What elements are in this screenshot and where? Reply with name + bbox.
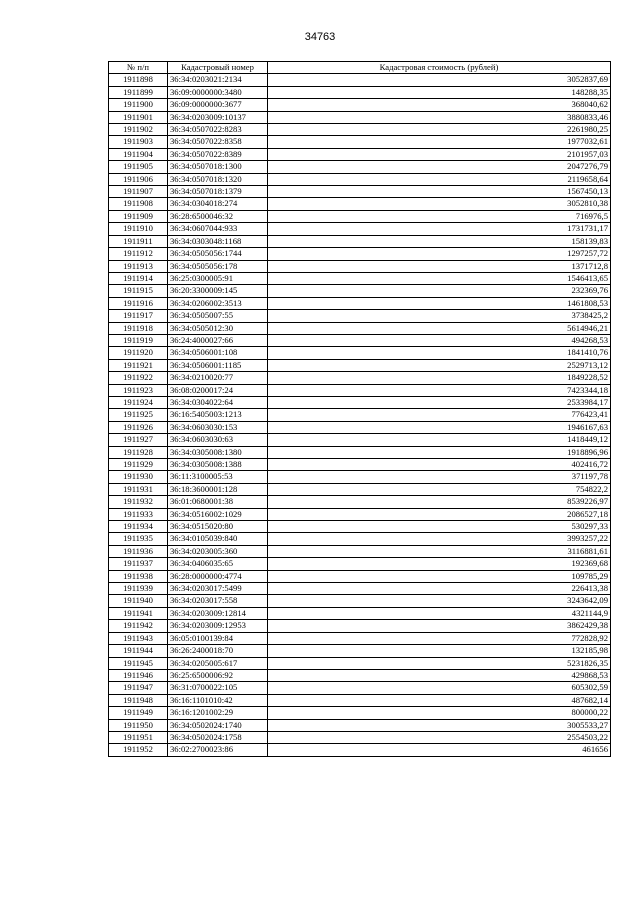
row-number-cell: 1911912 (109, 248, 168, 260)
table-row (109, 731, 611, 743)
cadastral-number-cell: 36:34:0203009:10137 (168, 111, 268, 123)
cadastral-value-cell: 1977032,61 (268, 136, 611, 148)
row-number-cell: 1911933 (109, 508, 168, 520)
table-row (109, 744, 611, 756)
cadastral-value-cell: 1546413,65 (268, 272, 611, 284)
row-number-cell: 1911905 (109, 161, 168, 173)
table-row (109, 396, 611, 408)
cadastral-number-cell: 36:16:5405003:1213 (168, 409, 268, 421)
cadastral-number-cell: 36:34:0305008:1388 (168, 459, 268, 471)
row-number-cell: 1911903 (109, 136, 168, 148)
cadastral-value-cell: 754822,2 (268, 483, 611, 495)
cadastral-value-cell: 1918896,96 (268, 446, 611, 458)
row-number-cell: 1911899 (109, 86, 168, 98)
cadastral-number-cell: 36:34:0203009:12814 (168, 607, 268, 619)
cadastral-value-cell: 3005533,27 (268, 719, 611, 731)
row-number-cell: 1911943 (109, 632, 168, 644)
row-number-cell: 1911904 (109, 148, 168, 160)
table-row (109, 186, 611, 198)
cadastral-number-cell: 36:20:3300009:145 (168, 285, 268, 297)
row-number-cell: 1911923 (109, 384, 168, 396)
table-row (109, 86, 611, 98)
row-number-cell: 1911915 (109, 285, 168, 297)
cadastral-value-cell: 371197,78 (268, 471, 611, 483)
row-number-cell: 1911918 (109, 322, 168, 334)
row-number-cell: 1911942 (109, 620, 168, 632)
table-row (109, 359, 611, 371)
cadastral-value-cell: 2554503,22 (268, 731, 611, 743)
table-row (109, 210, 611, 222)
table-row (109, 260, 611, 272)
cadastral-value-cell: 494268,53 (268, 334, 611, 346)
row-number-cell: 1911934 (109, 521, 168, 533)
table-row (109, 322, 611, 334)
cadastral-value-cell: 1731731,17 (268, 223, 611, 235)
table-row (109, 545, 611, 557)
cadastral-number-cell: 36:34:0305008:1380 (168, 446, 268, 458)
cadastral-number-cell: 36:09:0000000:3480 (168, 86, 268, 98)
row-number-cell: 1911910 (109, 223, 168, 235)
table-row (109, 719, 611, 731)
table-row (109, 384, 611, 396)
cadastral-value-cell: 2533984,17 (268, 396, 611, 408)
row-number-cell: 1911913 (109, 260, 168, 272)
cadastral-value-cell: 487682,14 (268, 694, 611, 706)
cadastral-value-cell: 530297,33 (268, 521, 611, 533)
table-row (109, 173, 611, 185)
cadastral-value-cell: 1841410,76 (268, 347, 611, 359)
table-row (109, 607, 611, 619)
cadastral-value-cell: 776423,41 (268, 409, 611, 421)
table-row (109, 272, 611, 284)
row-number-cell: 1911919 (109, 334, 168, 346)
cadastral-number-cell: 36:24:4000027:66 (168, 334, 268, 346)
cadastral-value-cell: 192369,68 (268, 558, 611, 570)
cadastral-value-cell: 461656 (268, 744, 611, 756)
cadastral-value-cell: 2261980,25 (268, 124, 611, 136)
row-number-cell: 1911928 (109, 446, 168, 458)
table-row (109, 508, 611, 520)
cadastral-value-cell: 1461808,53 (268, 297, 611, 309)
cadastral-number-cell: 36:16:1201002:29 (168, 707, 268, 719)
table-row (109, 434, 611, 446)
cadastral-number-cell: 36:34:0507018:1379 (168, 186, 268, 198)
cadastral-number-cell: 36:34:0203017:5499 (168, 583, 268, 595)
cadastral-number-cell: 36:34:0203021:2134 (168, 74, 268, 86)
table-row (109, 347, 611, 359)
row-number-cell: 1911927 (109, 434, 168, 446)
row-number-cell: 1911909 (109, 210, 168, 222)
cadastral-value-cell: 605302,59 (268, 682, 611, 694)
row-number-cell: 1911922 (109, 372, 168, 384)
cadastral-value-cell: 402416,72 (268, 459, 611, 471)
table-row (109, 496, 611, 508)
cadastral-number-cell: 36:18:3600001:128 (168, 483, 268, 495)
table-row (109, 682, 611, 694)
cadastral-number-cell: 36:34:0105039:840 (168, 533, 268, 545)
row-number-cell: 1911908 (109, 198, 168, 210)
cadastral-value-cell: 368040,62 (268, 99, 611, 111)
cadastral-value-cell: 2047276,79 (268, 161, 611, 173)
cadastral-value-cell: 429868,53 (268, 669, 611, 681)
cadastral-number-cell: 36:34:0206002:3513 (168, 297, 268, 309)
cadastral-number-cell: 36:28:0000000:4774 (168, 570, 268, 582)
cadastral-number-cell: 36:26:2400018:70 (168, 645, 268, 657)
table-row (109, 657, 611, 669)
row-number-cell: 1911924 (109, 396, 168, 408)
table-row (109, 372, 611, 384)
table-row (109, 136, 611, 148)
cadastral-number-cell: 36:28:6500046:32 (168, 210, 268, 222)
cadastral-value-cell: 7423344,18 (268, 384, 611, 396)
row-number-cell: 1911946 (109, 669, 168, 681)
cadastral-number-cell: 36:25:0300005:91 (168, 272, 268, 284)
cadastral-value-cell: 3052837,69 (268, 74, 611, 86)
row-number-cell: 1911931 (109, 483, 168, 495)
header-row-number: № п/п (109, 62, 168, 74)
row-number-cell: 1911941 (109, 607, 168, 619)
table-row (109, 248, 611, 260)
row-number-cell: 1911900 (109, 99, 168, 111)
cadastral-value-cell: 3052810,38 (268, 198, 611, 210)
cadastral-value-cell: 2101957,03 (268, 148, 611, 160)
row-number-cell: 1911947 (109, 682, 168, 694)
cadastral-value-cell: 5614946,21 (268, 322, 611, 334)
cadastral-number-cell: 36:34:0506001:1185 (168, 359, 268, 371)
table-row (109, 223, 611, 235)
cadastral-value-cell: 3738425,2 (268, 310, 611, 322)
row-number-cell: 1911907 (109, 186, 168, 198)
cadastral-value-cell: 226413,38 (268, 583, 611, 595)
table-row (109, 669, 611, 681)
table-row (109, 533, 611, 545)
table-row (109, 632, 611, 644)
cadastral-number-cell: 36:16:1101010:42 (168, 694, 268, 706)
cadastral-number-cell: 36:34:0516002:1029 (168, 508, 268, 520)
cadastral-value-cell: 772828,92 (268, 632, 611, 644)
cadastral-value-cell: 132185,98 (268, 645, 611, 657)
table-header-row (109, 62, 611, 74)
table-row (109, 235, 611, 247)
cadastral-value-table (108, 61, 611, 757)
row-number-cell: 1911952 (109, 744, 168, 756)
row-number-cell: 1911935 (109, 533, 168, 545)
row-number-cell: 1911917 (109, 310, 168, 322)
cadastral-number-cell: 36:11:3100005:53 (168, 471, 268, 483)
table-row (109, 570, 611, 582)
cadastral-number-cell: 36:31:0700022:105 (168, 682, 268, 694)
cadastral-number-cell: 36:34:0304022:64 (168, 396, 268, 408)
table-row (109, 285, 611, 297)
cadastral-number-cell: 36:34:0203017:558 (168, 595, 268, 607)
row-number-cell: 1911940 (109, 595, 168, 607)
cadastral-value-cell: 1567450,13 (268, 186, 611, 198)
row-number-cell: 1911911 (109, 235, 168, 247)
row-number-cell: 1911929 (109, 459, 168, 471)
cadastral-value-cell: 5231826,35 (268, 657, 611, 669)
table-row (109, 124, 611, 136)
table-row (109, 297, 611, 309)
cadastral-number-cell: 36:34:0205005:617 (168, 657, 268, 669)
row-number-cell: 1911951 (109, 731, 168, 743)
table-row (109, 148, 611, 160)
cadastral-number-cell: 36:34:0505056:1744 (168, 248, 268, 260)
row-number-cell: 1911937 (109, 558, 168, 570)
cadastral-value-cell: 232369,76 (268, 285, 611, 297)
table-row (109, 471, 611, 483)
table-row (109, 409, 611, 421)
cadastral-value-cell: 2086527,18 (268, 508, 611, 520)
cadastral-number-cell: 36:09:0000000:3677 (168, 99, 268, 111)
header-cadastral-value: Кадастровая стоимость (рублей) (268, 62, 611, 74)
table-row (109, 558, 611, 570)
table-row (109, 446, 611, 458)
row-number-cell: 1911944 (109, 645, 168, 657)
row-number-cell: 1911921 (109, 359, 168, 371)
row-number-cell: 1911936 (109, 545, 168, 557)
cadastral-number-cell: 36:34:0210020:77 (168, 372, 268, 384)
cadastral-number-cell: 36:34:0505012:30 (168, 322, 268, 334)
table-row (109, 99, 611, 111)
cadastral-number-cell: 36:34:0603030:63 (168, 434, 268, 446)
cadastral-value-cell: 1297257,72 (268, 248, 611, 260)
cadastral-number-cell: 36:34:0203005:360 (168, 545, 268, 557)
table-row (109, 595, 611, 607)
table-row (109, 74, 611, 86)
row-number-cell: 1911949 (109, 707, 168, 719)
cadastral-number-cell: 36:02:2700023:86 (168, 744, 268, 756)
table-row (109, 694, 611, 706)
cadastral-number-cell: 36:01:0680001:38 (168, 496, 268, 508)
cadastral-number-cell: 36:34:0502024:1758 (168, 731, 268, 743)
row-number-cell: 1911914 (109, 272, 168, 284)
cadastral-value-cell: 3243642,09 (268, 595, 611, 607)
page-number: 34763 (304, 31, 336, 43)
cadastral-number-cell: 36:34:0515020:80 (168, 521, 268, 533)
cadastral-number-cell: 36:08:0200017:24 (168, 384, 268, 396)
cadastral-number-cell: 36:34:0505056:178 (168, 260, 268, 272)
cadastral-number-cell: 36:34:0304018:274 (168, 198, 268, 210)
table-row (109, 111, 611, 123)
cadastral-value-cell: 109785,29 (268, 570, 611, 582)
cadastral-value-cell: 716976,5 (268, 210, 611, 222)
cadastral-number-cell: 36:34:0607044:933 (168, 223, 268, 235)
table-row (109, 198, 611, 210)
cadastral-number-cell: 36:34:0502024:1740 (168, 719, 268, 731)
cadastral-number-cell: 36:05:0100139:84 (168, 632, 268, 644)
table-row (109, 583, 611, 595)
row-number-cell: 1911902 (109, 124, 168, 136)
cadastral-value-cell: 3116881,61 (268, 545, 611, 557)
cadastral-number-cell: 36:34:0507022:8283 (168, 124, 268, 136)
cadastral-number-cell: 36:34:0303048:1168 (168, 235, 268, 247)
row-number-cell: 1911950 (109, 719, 168, 731)
row-number-cell: 1911898 (109, 74, 168, 86)
table-row (109, 483, 611, 495)
cadastral-value-cell: 1849228,52 (268, 372, 611, 384)
cadastral-number-cell: 36:34:0507018:1320 (168, 173, 268, 185)
cadastral-value-cell: 800000,22 (268, 707, 611, 719)
cadastral-number-cell: 36:34:0203009:12953 (168, 620, 268, 632)
cadastral-number-cell: 36:34:0506001:108 (168, 347, 268, 359)
table-row (109, 521, 611, 533)
cadastral-value-cell: 1946167,63 (268, 421, 611, 433)
row-number-cell: 1911948 (109, 694, 168, 706)
row-number-cell: 1911906 (109, 173, 168, 185)
table-row (109, 707, 611, 719)
table-body (109, 74, 611, 756)
cadastral-value-cell: 3993257,22 (268, 533, 611, 545)
row-number-cell: 1911901 (109, 111, 168, 123)
row-number-cell: 1911938 (109, 570, 168, 582)
row-number-cell: 1911932 (109, 496, 168, 508)
table-row (109, 620, 611, 632)
table-row (109, 161, 611, 173)
cadastral-value-cell: 3862429,38 (268, 620, 611, 632)
table-row (109, 421, 611, 433)
table-row (109, 310, 611, 322)
cadastral-number-cell: 36:34:0507022:8389 (168, 148, 268, 160)
row-number-cell: 1911925 (109, 409, 168, 421)
cadastral-value-cell: 2119658,64 (268, 173, 611, 185)
cadastral-value-cell: 8539226,97 (268, 496, 611, 508)
cadastral-number-cell: 36:34:0505007:55 (168, 310, 268, 322)
row-number-cell: 1911930 (109, 471, 168, 483)
cadastral-number-cell: 36:25:6500006:92 (168, 669, 268, 681)
cadastral-value-cell: 148288,35 (268, 86, 611, 98)
cadastral-value-cell: 3880833,46 (268, 111, 611, 123)
cadastral-number-cell: 36:34:0406035:65 (168, 558, 268, 570)
row-number-cell: 1911945 (109, 657, 168, 669)
cadastral-value-cell: 1371712,8 (268, 260, 611, 272)
cadastral-value-cell: 2529713,12 (268, 359, 611, 371)
cadastral-value-cell: 4321144,9 (268, 607, 611, 619)
cadastral-value-cell: 158139,83 (268, 235, 611, 247)
row-number-cell: 1911920 (109, 347, 168, 359)
header-cadastral-number: Кадастровый номер (168, 62, 268, 74)
table-row (109, 334, 611, 346)
cadastral-number-cell: 36:34:0603030:153 (168, 421, 268, 433)
cadastral-number-cell: 36:34:0507022:8358 (168, 136, 268, 148)
table-row (109, 459, 611, 471)
row-number-cell: 1911916 (109, 297, 168, 309)
table-row (109, 645, 611, 657)
cadastral-value-cell: 1418449,12 (268, 434, 611, 446)
cadastral-number-cell: 36:34:0507018:1300 (168, 161, 268, 173)
row-number-cell: 1911926 (109, 421, 168, 433)
row-number-cell: 1911939 (109, 583, 168, 595)
